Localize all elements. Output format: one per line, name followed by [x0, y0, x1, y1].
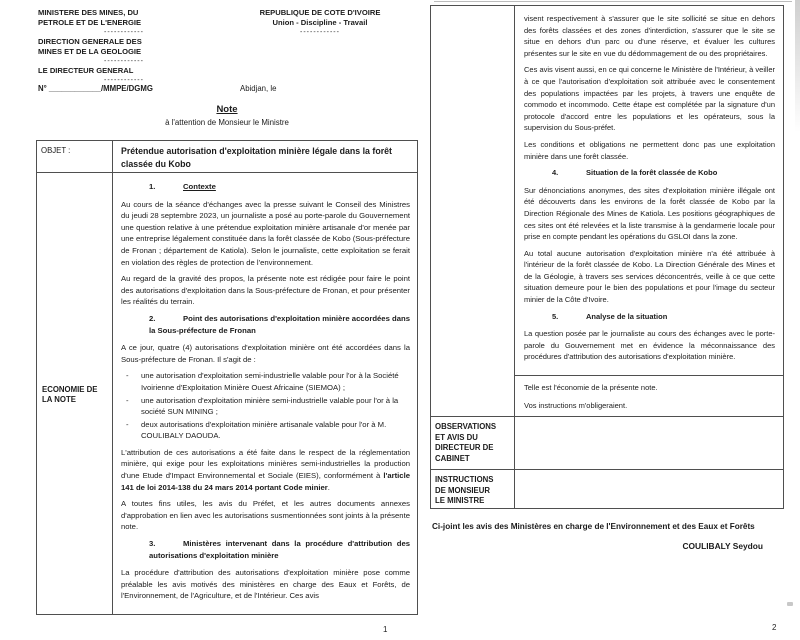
- paragraph-analyse: La question posée par le journaliste au cours des échanges avec le porte-parole du Gouvernement met en évidence la méconnaissance des procédures d'attribution des autorisations d'exploitation minière.: [524, 329, 775, 362]
- scan-speck: [787, 602, 793, 606]
- note-table-page2: [430, 5, 784, 509]
- divider-dashes: ------------: [104, 77, 144, 84]
- direction-name-line1: DIRECTION GENERALE DES: [38, 37, 142, 46]
- paragraph-procedure: La procédure d'attribution des autorisations d'exploitation minière pose comme préalable les avis motivés des ministères en charge des Eaux et Forêts, de l'Environnement, de l'Agriculture, et de l'Intérieur. Ces avis: [121, 568, 410, 601]
- republic-motto: Union - Discipline - Travail: [272, 18, 368, 27]
- note-table-page1: [36, 140, 418, 615]
- closing-line-2: Vos instructions m'obligeraient.: [524, 400, 628, 410]
- objet-value-cell: Prétendue autorisation d'exploitation minière légale dans la forêt classée du Kobo: [113, 141, 417, 173]
- divider-dashes: ------------: [104, 58, 144, 65]
- section-1-number: 1.: [149, 182, 156, 191]
- section-1-heading: [121, 181, 410, 193]
- direction-name-line2: MINES ET DE LA GEOLOGIE: [38, 47, 142, 56]
- observations-label-line: ET AVIS DU: [435, 432, 478, 442]
- empty-label-cell: [431, 375, 515, 416]
- divider-dashes: ------------: [300, 29, 340, 36]
- paragraph-annexes: A toutes fins utiles, les avis du Préfet, et les autres documents annexes d'approbation en lien avec les autorisations susmentionnées sont joints à la présente note.: [121, 499, 410, 532]
- paragraph-regulation-text: L'attribution de ces autorisations a été faite dans le respect de la réglementation minière, qui exige pour les exploitations minières semi-industrielles la production d'une Etude d'Impact Environnemental et Sociale (EIES), conformément à: [121, 447, 410, 481]
- page-number-2: 2: [772, 623, 777, 632]
- authorization-list: [121, 370, 410, 442]
- empty-label-cell: [431, 6, 515, 375]
- section-3-heading: [121, 538, 410, 561]
- page-number-1: 1: [383, 625, 388, 634]
- observations-empty-cell: [515, 417, 783, 469]
- list-item: - une autorisation d'exploitation semi-industrielle valable pour l'or à la Société Ivoirienne d'Exploitation Minière Ouest Africaine (SIEMOA) ;: [121, 370, 410, 393]
- economy-label-cell: [37, 173, 113, 614]
- paragraph-ces-avis: Ces avis visent aussi, en ce qui concerne le Ministère de l'Intérieur, à veiller à ce que l'autorisation d'exploitation soit attribuée avec le consentement des populations impactées par les projets, à travers une enquête de commodo et incommodo. Cette étape est complétée par la signature d'un protocole d'accord entre les populations et les opérateurs, sous la supervision du Sous-préfet.: [524, 65, 775, 133]
- note-body-page2: [515, 6, 783, 375]
- note-title: Note: [216, 104, 238, 115]
- ministry-name-line2: PETROLE ET DE L'ENERGIE: [38, 18, 142, 27]
- closing-cell: [515, 375, 783, 416]
- table-row-instructions: [431, 469, 783, 508]
- instructions-label-line: INSTRUCTIONS: [435, 475, 494, 484]
- section-4-heading: [524, 167, 775, 179]
- section-2-number: 2.: [149, 313, 156, 323]
- observations-label-line: DIRECTEUR DE: [435, 443, 494, 452]
- instructions-label-cell: [431, 470, 515, 508]
- paragraph-context-1: Au cours de la séance d'échanges avec la presse suivant le Conseil des Ministres du jeudi 28 septembre 2023, un journaliste a posé au porte-parole du Gouvernement une question relative à une prétendue exploitation minière artisanale d'or menée par une entreprise légalement constituée dans la forêt classée de Kobo (Sous-préfecture de Fronan ; département de Katiola). Selon le journaliste, cette exploitation se ferait en violation des règles de protection de l'environnement.: [121, 199, 410, 267]
- paragraph-regulation-end: .: [327, 482, 330, 492]
- letterhead-republic-block: [232, 8, 408, 37]
- section-5-number: 5.: [552, 311, 559, 321]
- observations-label-line: OBSERVATIONS: [435, 422, 497, 431]
- list-item: - deux autorisations d'exploitation minière artisanale valable pour l'or à M. COULIBALY DAOUDA.: [121, 419, 410, 442]
- republic-name: REPUBLIQUE DE COTE D'IVOIRE: [259, 8, 381, 17]
- paragraph-authorizations-intro: A ce jour, quatre (4) autorisations d'exploitation minière ont été accordées dans la Sous-préfecture de Fronan. Il s'agit de :: [121, 343, 410, 364]
- closing-line-1: Telle est l'économie de la présente note.: [524, 383, 658, 392]
- paragraph-regulation: [121, 447, 410, 493]
- section-4-title: Situation de la forêt classée de Kobo: [586, 168, 718, 178]
- section-5-heading: [524, 311, 775, 323]
- economy-label: ECONOMIE DE LA NOTE: [42, 384, 98, 404]
- paragraph-situation-1: Sur dénonciations anonymes, des sites d'exploitation minière illégale ont été découverts dans les environs de la forêt classée de Kobo par la Direction Régionale des Mines de Katiola. Les positions géographiques de ces sites ont été relevées et la liste transmise à la gendarmerie locale pour prise en compte pendant les opérations du GSLOI dans la zone.: [524, 185, 775, 242]
- note-subtitle: à l'attention de Monsieur le Ministre: [165, 118, 289, 127]
- paragraph-conditions: Les conditions et obligations ne permettent donc pas une exploitation minière dans une forêt classée.: [524, 139, 775, 161]
- section-4-number: 4.: [552, 168, 559, 178]
- note-body-page1: [113, 173, 417, 614]
- paragraph-situation-2: Au total aucune autorisation d'exploitation minière n'a été attribuée à l'intérieur de la forêt classée de Kobo. La Direction Générale des Mines et de la Géologie, à travers ses services déconcentrés, veille à ce que cette situation demeure pour le bien des populations et pour l'image du secteur minier de la Côte d'Ivoire.: [524, 248, 775, 305]
- observations-label-cell: [431, 417, 515, 469]
- divider-dashes: ------------: [104, 29, 144, 36]
- list-item: - une autorisation d'exploitation minière semi-industrielle valable pour l'or à la société SUN MINING ;: [121, 395, 410, 418]
- paragraph-context-2: Au regard de la gravité des propos, la présente note est rédigée pour faire le point des autorisations d'exploitation dans la Sous-préfecture de Fronan, et pour présenter les réalités du terrain.: [121, 274, 410, 307]
- ministry-name-line1: MINISTERE DES MINES, DU: [38, 8, 139, 17]
- scan-edge-line: [434, 1, 792, 2]
- objet-label-cell: OBJET :: [37, 141, 113, 173]
- city-date-line: Abidjan, le: [240, 84, 277, 93]
- table-row-closing: [431, 375, 783, 416]
- section-3-title: Ministères intervenant dans la procédure d'attribution des autorisations d'exploitation minière: [149, 539, 410, 560]
- paragraph-avis-visent: visent respectivement à s'assurer que le site sollicité se situe en dehors des forêts classées et des zones d'interdiction, s'assurer que le site se situe en dehors d'un parc ou d'une réserve, et évaluer les cultures présentes sur le site en vue du dédommagement de ou des propriétaires.: [524, 14, 775, 58]
- letterhead-ministry-block: [38, 8, 210, 85]
- instructions-label-line: LE MINISTRE: [435, 496, 485, 505]
- section-5-title: Analyse de la situation: [586, 311, 668, 321]
- section-2-title: Point des autorisations d'exploitation minière accordées dans la Sous-préfecture de Fronan: [149, 313, 410, 335]
- reference-number: N° ____________/MMPE/DGMG: [38, 84, 153, 93]
- instructions-label-line: DE MONSIEUR: [435, 485, 491, 495]
- section-1-title: Contexte: [183, 182, 216, 191]
- reference-row: [38, 84, 416, 93]
- attachment-note: Ci-joint les avis des Ministères en charge de l'Environnement et des Eaux et Forêts: [432, 522, 755, 531]
- table-row-body: [431, 6, 783, 375]
- document-page-2: [430, 0, 784, 640]
- instructions-empty-cell: [515, 470, 783, 508]
- director-general-line: LE DIRECTEUR GENERAL: [38, 66, 134, 75]
- signature-name: COULIBALY Seydou: [682, 541, 763, 551]
- observations-label-line: CABINET: [435, 453, 470, 463]
- scan-edge-streak: [795, 0, 800, 132]
- section-3-number: 3.: [149, 539, 156, 549]
- paragraph-regulation-bold: l'article 141 de loi 2014-138 du 24 mars 2014 portant Code minier: [121, 471, 410, 492]
- document-page-1: [36, 0, 418, 640]
- section-2-heading: [121, 313, 410, 336]
- table-row-observations: [431, 416, 783, 469]
